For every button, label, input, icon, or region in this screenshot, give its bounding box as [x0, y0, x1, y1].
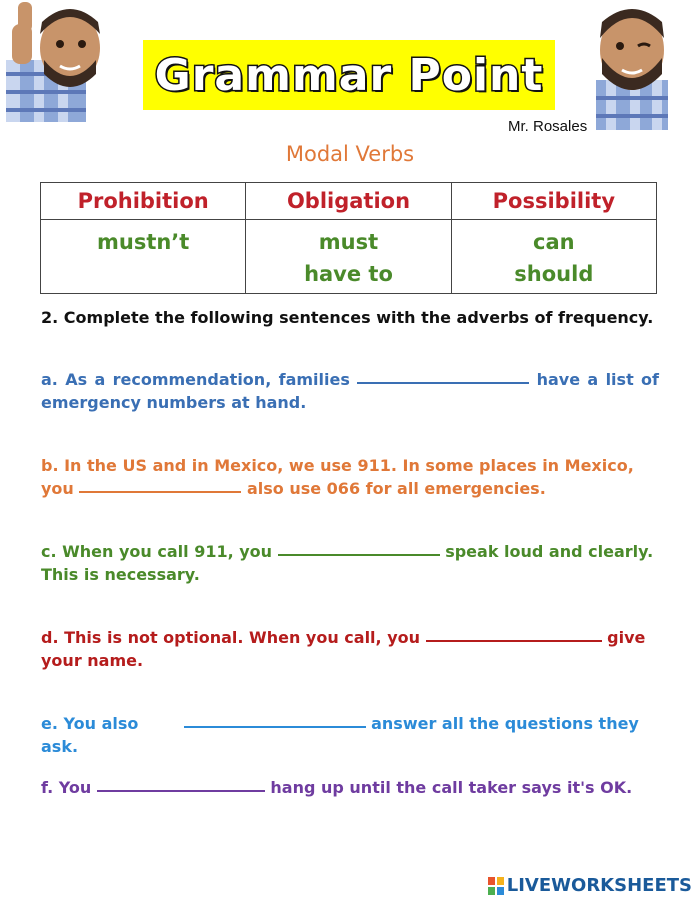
sentence-f — [41, 776, 659, 799]
cell-value: should — [514, 262, 594, 286]
answer-blank-d[interactable] — [426, 626, 602, 642]
sentence-d-end: give your name. — [41, 628, 646, 670]
sentence-e-end: answer all the questions they ask. — [41, 714, 639, 756]
answer-blank-a[interactable] — [357, 368, 529, 384]
avatar-winking — [592, 2, 670, 130]
sentence-b — [41, 454, 659, 500]
column-header-possibility: Possibility — [451, 183, 656, 220]
answer-blank-e[interactable] — [184, 712, 366, 728]
answer-blank-f[interactable] — [97, 776, 265, 792]
table-header-row — [41, 183, 657, 220]
sentence-b-end: also use 066 for all emergencies. — [246, 479, 546, 498]
sentence-e — [41, 712, 659, 758]
cell-value: can — [533, 230, 575, 254]
sentence-d — [41, 626, 659, 672]
liveworksheets-watermark — [488, 875, 692, 896]
author-name: Mr. Rosales — [508, 118, 588, 135]
table-row — [41, 220, 657, 294]
answer-blank-b[interactable] — [79, 477, 241, 493]
column-header-prohibition: Prohibition — [41, 183, 246, 220]
cell-obligation — [246, 220, 451, 294]
title-banner — [143, 40, 555, 110]
column-header-obligation: Obligation — [246, 183, 451, 220]
answer-blank-c[interactable] — [278, 540, 440, 556]
sentence-f-end: hang up until the call taker says it's OK. — [270, 778, 633, 797]
avatar-waving — [0, 0, 118, 122]
cell-possibility — [451, 220, 656, 294]
liveworksheets-logo-icon — [488, 877, 504, 895]
sentence-d-start: d. This is not optional. When you call, you — [41, 628, 420, 647]
sentence-f-start: f. You — [41, 778, 92, 797]
section-title: Modal Verbs — [285, 142, 415, 166]
sentence-e-start: e. You also — [41, 714, 139, 733]
sentence-a — [41, 368, 659, 414]
watermark-text: LIVEWORKSHEETS — [506, 875, 692, 896]
sentence-c — [41, 540, 659, 586]
sentence-b-start: b. In the US and in Mexico, we use 911. In some places in Mexico, you — [41, 456, 634, 498]
cell-value: mustn’t — [96, 230, 190, 254]
sentence-c-end: speak loud and clearly. This is necessary. — [41, 542, 654, 584]
instruction-text: 2. Complete the following sentences with the adverbs of frequency. — [41, 308, 654, 327]
cell-value: must — [318, 230, 379, 254]
cell-value: have to — [304, 262, 393, 286]
sentence-c-start: c. When you call 911, you — [41, 542, 273, 561]
modal-verbs-table — [40, 182, 657, 294]
sentence-a-end: have a list of emergency numbers at hand. — [41, 370, 660, 412]
sentence-a-start: a. As a recommendation, families — [41, 370, 350, 389]
cell-prohibition — [41, 220, 246, 294]
page-title: Grammar Point — [154, 49, 544, 101]
